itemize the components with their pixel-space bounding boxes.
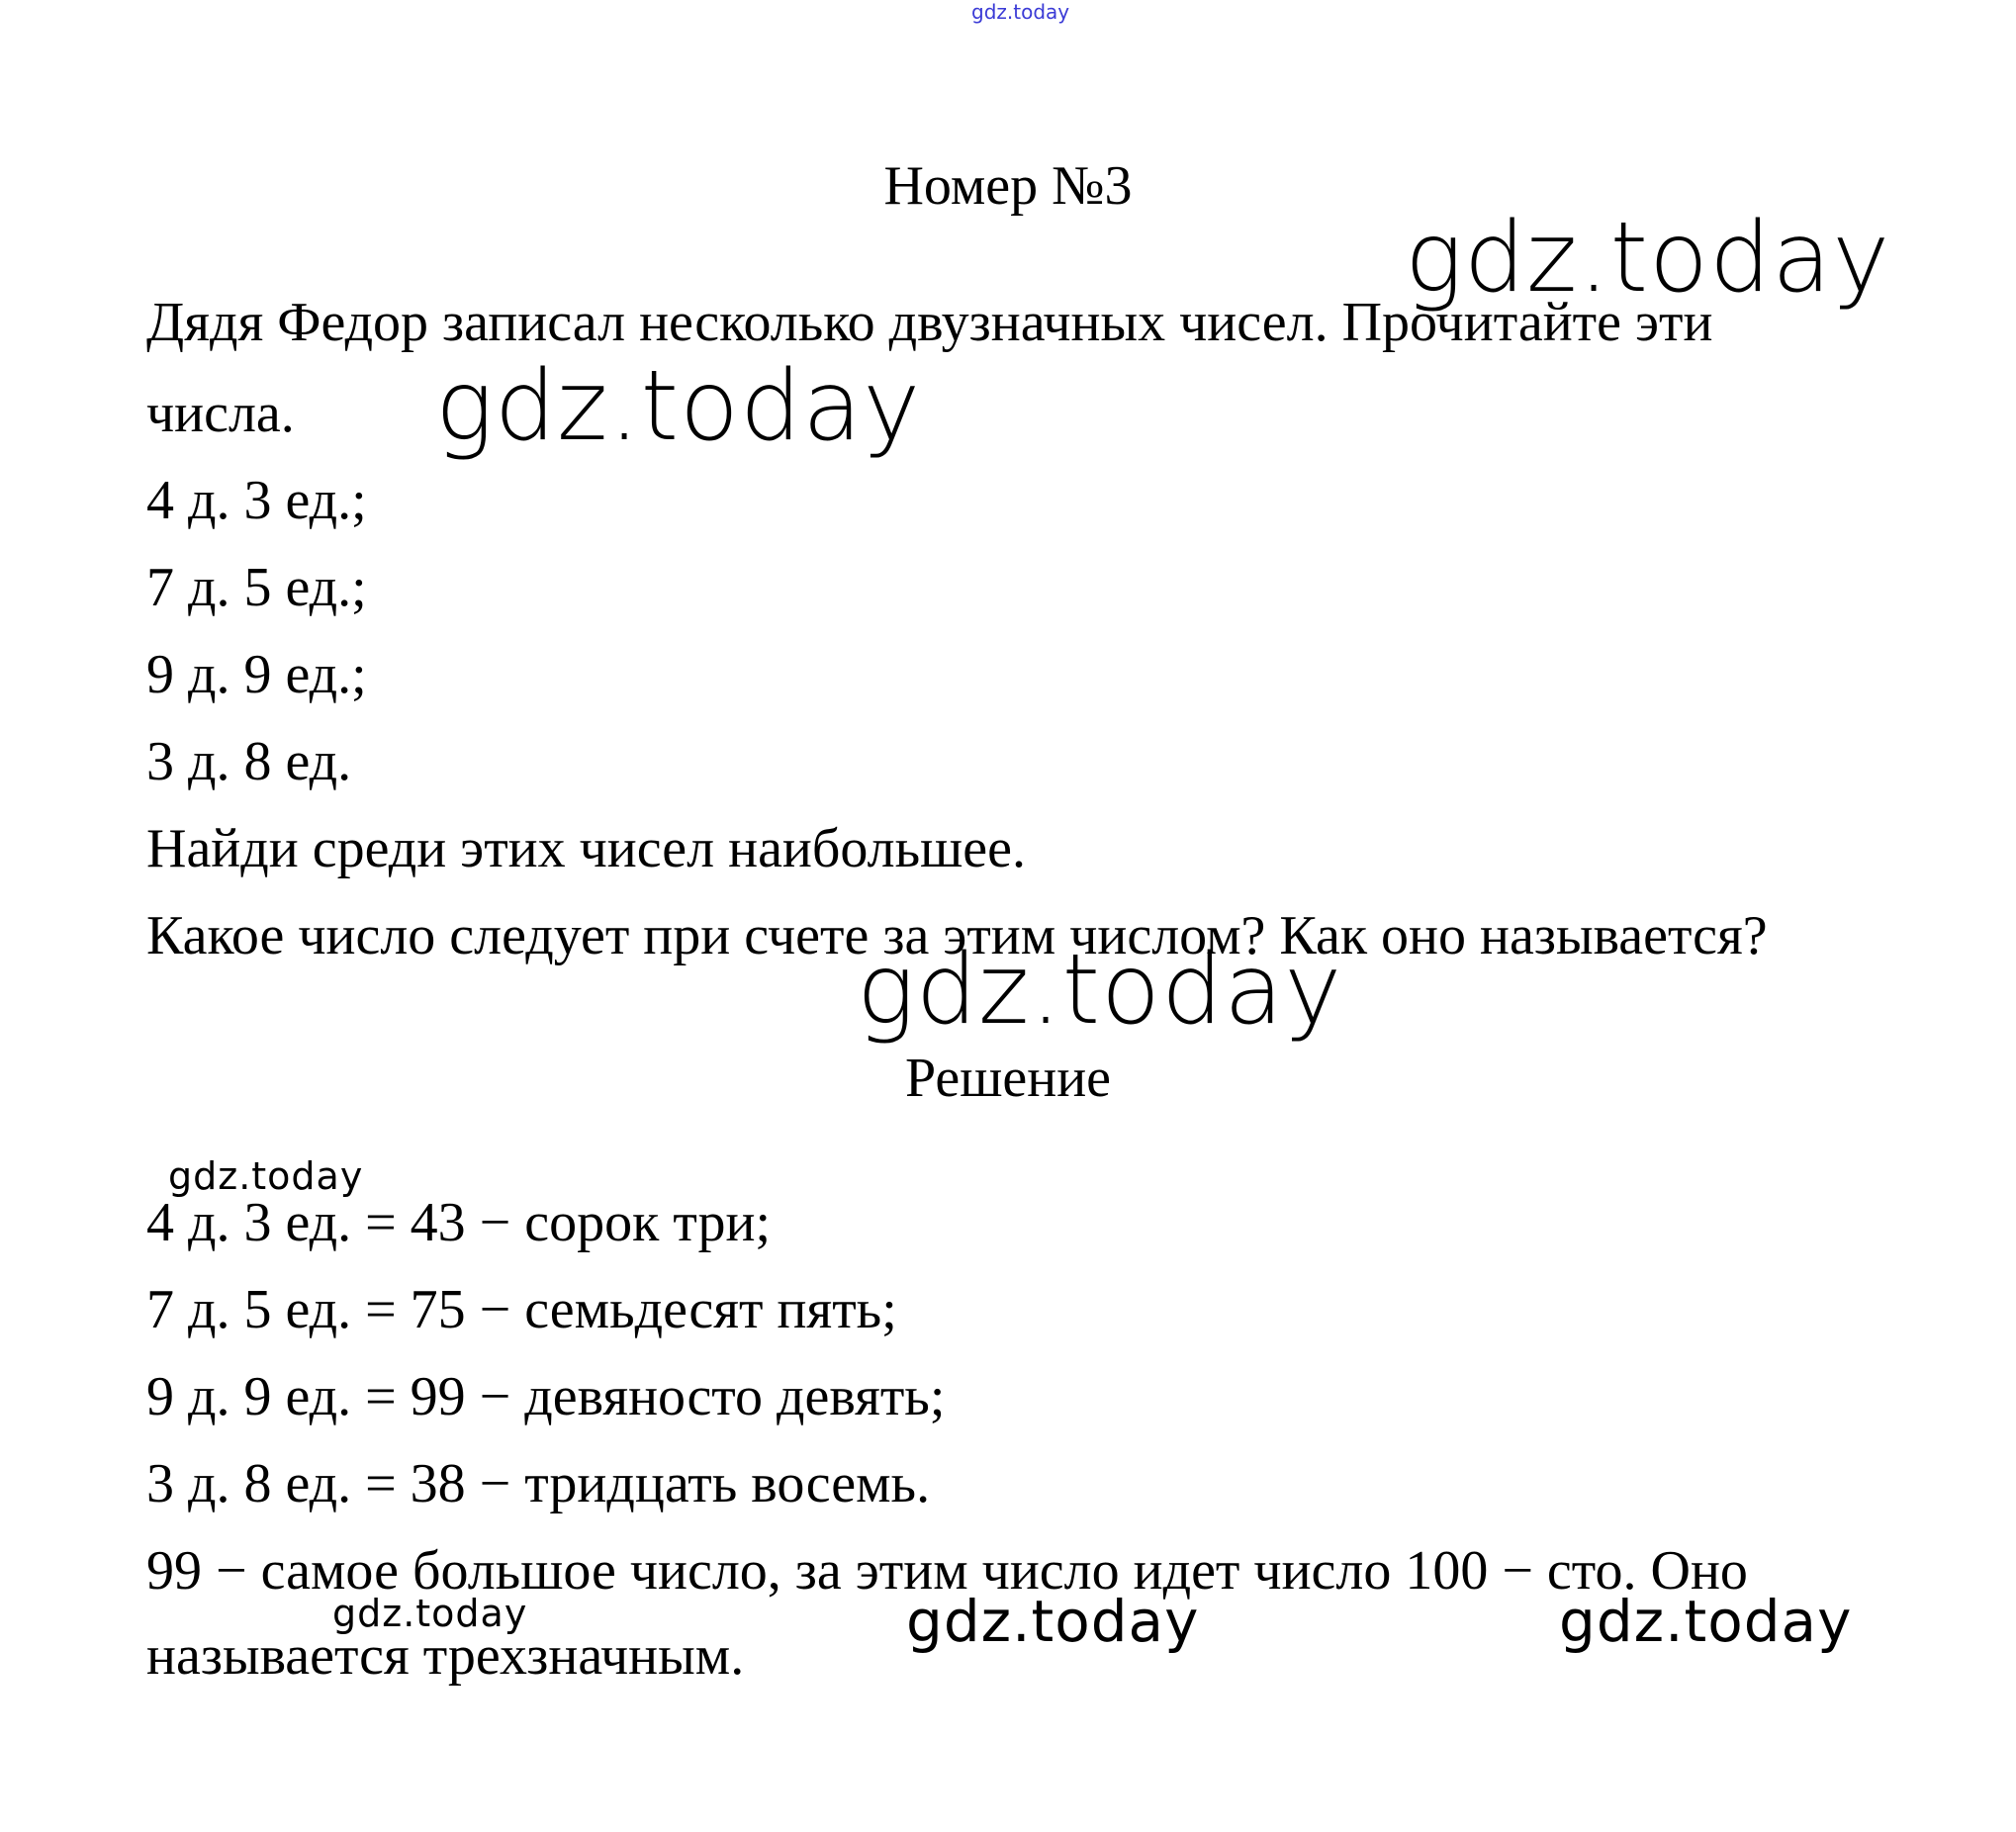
task-item: 9 д. 9 ед.; xyxy=(146,644,367,705)
task-item: 7 д. 5 ед.; xyxy=(146,557,367,618)
watermark-large-3: gdz.today xyxy=(857,934,1343,1047)
watermark-large-1: gdz.today xyxy=(1405,202,1891,315)
watermark-small-1: gdz.today xyxy=(168,1154,364,1198)
solution-conclusion-line-2: называется трехзначным. xyxy=(146,1625,745,1687)
watermark-small-2: gdz.today xyxy=(332,1592,528,1635)
task-item: 4 д. 3 ед.; xyxy=(146,470,367,531)
watermark-top: gdz.today xyxy=(971,0,1070,24)
task-text-line-1: Дядя Федор записал несколько двузначных чисел. Прочитайте эти xyxy=(146,292,1713,353)
solution-line: 7 д. 5 ед. = 75 − семьдесят пять; xyxy=(146,1279,897,1340)
watermark-large-2: gdz.today xyxy=(435,350,922,463)
watermark-mid-1: gdz.today xyxy=(906,1588,1200,1655)
page-title: Номер №3 xyxy=(883,155,1133,217)
solution-heading: Решение xyxy=(904,1048,1112,1109)
task-question-1: Найди среди этих чисел наибольшее. xyxy=(146,818,1026,879)
solution-line: 4 д. 3 ед. = 43 − сорок три; xyxy=(146,1192,772,1253)
task-text-line-2: числа. xyxy=(146,383,295,444)
task-item: 3 д. 8 ед. xyxy=(146,731,352,792)
task-question-2: Какое число следует при счете за этим числом? Как оно называется? xyxy=(146,905,1768,966)
solution-line: 9 д. 9 ед. = 99 − девяносто девять; xyxy=(146,1366,946,1427)
solution-line: 3 д. 8 ед. = 38 − тридцать восемь. xyxy=(146,1453,931,1514)
watermark-mid-2: gdz.today xyxy=(1559,1588,1853,1655)
solution-conclusion-line-1: 99 − самое большое число, за этим число идет число 100 − сто. Оно xyxy=(146,1540,1748,1602)
